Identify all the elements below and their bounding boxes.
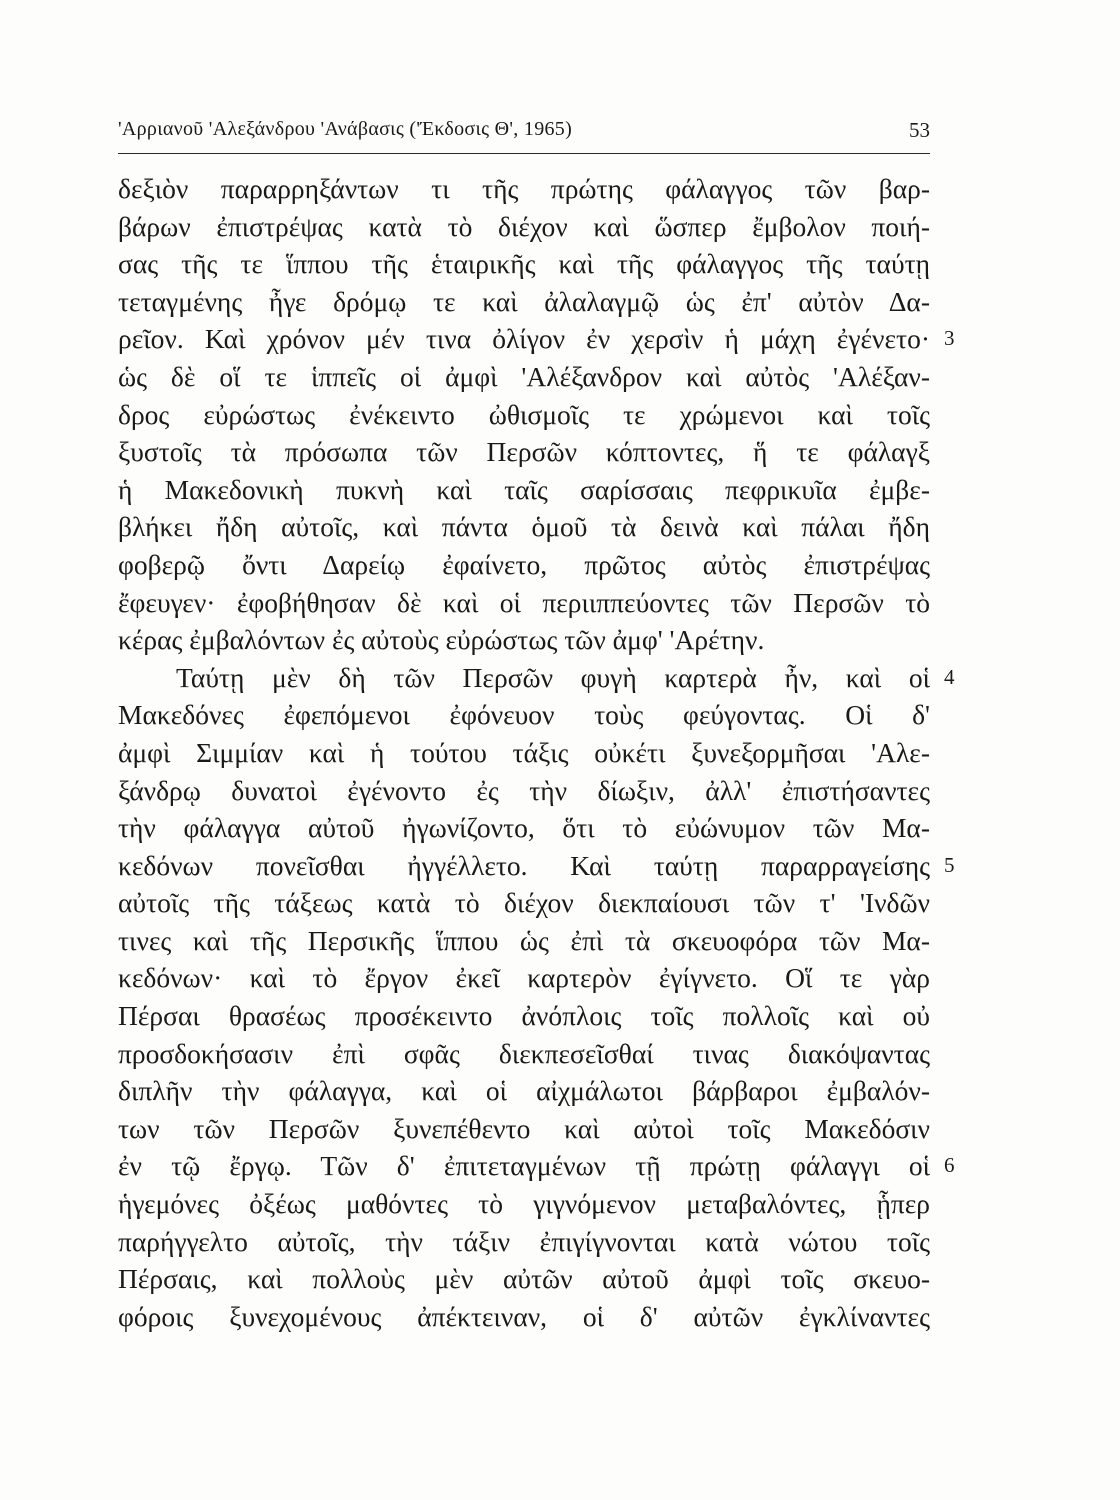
text-line: βάρων ἐπιστρέψας κατὰ τὸ διέχον καὶ ὥσπερ ἔμβολον ποιή- [118,210,930,242]
text-line: βλήκει ἤδη αὐτοῖς, καὶ πάντα ὁμοῦ τὰ δεινὰ καὶ πάλαι ἤδη [118,511,930,543]
text-line: φόροις ξυνεχομένους ἀπέκτειναν, οἱ δ' αὐτῶν ἐγκλίναντες [118,1300,930,1332]
text-line: ἀμφὶ Σιμμίαν καὶ ἡ τούτου τάξις οὐκέτι ξυνεξορμῆσαι 'Αλε- [118,736,930,768]
text-line: δρος εὐρώστως ἐνέκειντο ὠθισμοῖς τε χρώμενοι καὶ τοῖς [118,398,930,430]
text-line: τὴν φάλαγγα αὐτοῦ ἠγωνίζοντο, ὅτι τὸ εὐώνυμον τῶν Μα- [118,812,930,844]
text-line: ρεῖον. Καὶ χρόνον μέν τινα ὀλίγον ἐν χερσὶν ἡ μάχη ἐγένετο· 3 [118,320,930,358]
text-line: κεδόνων πονεῖσθαι ἠγγέλλετο. Καὶ ταύτῃ παραρραγείσης 5 [118,847,930,885]
text-line: ἔφευγεν· ἐφοβήθησαν δὲ καὶ οἱ περιιππεύοντες τῶν Περσῶν τὸ [118,586,930,618]
text-line: τεταγμένης ἦγε δρόμῳ τε καὶ ἀλαλαγμῷ ὡς ἐπ' αὐτὸν Δα- [118,285,930,317]
header-rule [118,153,930,154]
text-line: Ταύτῃ μὲν δὴ τῶν Περσῶν φυγὴ καρτερὰ ἦν, καὶ οἱ 4 [118,659,930,697]
text-line: προσδοκήσασιν ἐπὶ σφᾶς διεκπεσεῖσθαί τινας διακόψαντας [118,1037,930,1069]
text-line: παρήγγελτο αὐτοῖς, τὴν τάξιν ἐπιγίγνονται κατὰ νώτου τοῖς [118,1225,930,1257]
text-line: ξάνδρῳ δυνατοὶ ἐγένοντο ἐς τὴν δίωξιν, ἀλλ' ἐπιστήσαντες [118,774,930,806]
section-number: 4 [944,664,955,689]
section-number: 3 [944,326,955,351]
text-line: των τῶν Περσῶν ξυνεπέθεντο καὶ αὐτοὶ τοῖς Μακεδόσιν [118,1112,930,1144]
main-text [118,170,955,1335]
text-line: αὐτοῖς τῆς τάξεως κατὰ τὸ διέχον διεκπαίουσι τῶν τ' 'Ινδῶν [118,887,930,919]
section-number: 5 [944,852,955,877]
text-line: Πέρσαι θρασέως προσέκειντο ἀνόπλοις τοῖς πολλοῖς καὶ οὐ [118,1000,930,1032]
text-line: φοβερῷ ὄντι Δαρείῳ ἐφαίνετο, πρῶτος αὐτὸς ἐπιστρέψας [118,548,930,580]
running-head-title: 'Αρριανοῦ 'Αλεξάνδρου 'Ανάβασις ('Έκδοσις Θ', 1965) [118,118,573,140]
page-number: 53 [909,118,930,142]
text-line: Μακεδόνες ἐφεπόμενοι ἐφόνευον τοὺς φεύγοντας. Οἱ δ' [118,699,930,731]
text-line: ὡς δὲ οἵ τε ἱππεῖς οἱ ἀμφὶ 'Αλέξανδρον καὶ αὐτὸς 'Αλέξαν- [118,360,930,392]
text-line: ἐν τῷ ἔργῳ. Τῶν δ' ἐπιτεταγμένων τῇ πρώτῃ φάλαγγι οἱ 6 [118,1147,930,1185]
text-line: διπλῆν τὴν φάλαγγα, καὶ οἱ αἰχμάλωτοι βάρβαροι ἐμβαλόν- [118,1075,930,1107]
text-line: κέρας ἐμβαλόντων ἐς αὐτοὺς εὐρώστως τῶν ἀμφ' 'Αρέτην. [118,624,765,656]
running-header [118,118,930,150]
text-line: ξυστοῖς τὰ πρόσωπα τῶν Περσῶν κόπτοντες, ἥ τε φάλαγξ [118,436,930,468]
text-line: Πέρσαις, καὶ πολλοὺς μὲν αὐτῶν αὐτοῦ ἀμφὶ τοῖς σκευο- [118,1263,930,1295]
text-line: ἡγεμόνες ὀξέως μαθόντες τὸ γιγνόμενον μεταβαλόντες, ᾗπερ [118,1188,930,1220]
section-number: 6 [944,1153,955,1178]
text-line: δεξιὸν παραρρηξάντων τι τῆς πρώτης φάλαγγος τῶν βαρ- [118,173,930,204]
text-line: κεδόνων· καὶ τὸ ἔργον ἐκεῖ καρτερὸν ἐγίγνετο. Οἵ τε γὰρ [118,962,930,994]
text-line: σας τῆς τε ἵππου τῆς ἑταιρικῆς καὶ τῆς φάλαγγος τῆς ταύτῃ [118,248,930,280]
text-line: τινες καὶ τῆς Περσικῆς ἵππου ὡς ἐπὶ τὰ σκευοφόρα τῶν Μα- [118,924,930,956]
text-line: ἡ Μακεδονικὴ πυκνὴ καὶ ταῖς σαρίσσαις πεφρικυῖα ἐμβε- [118,473,930,505]
